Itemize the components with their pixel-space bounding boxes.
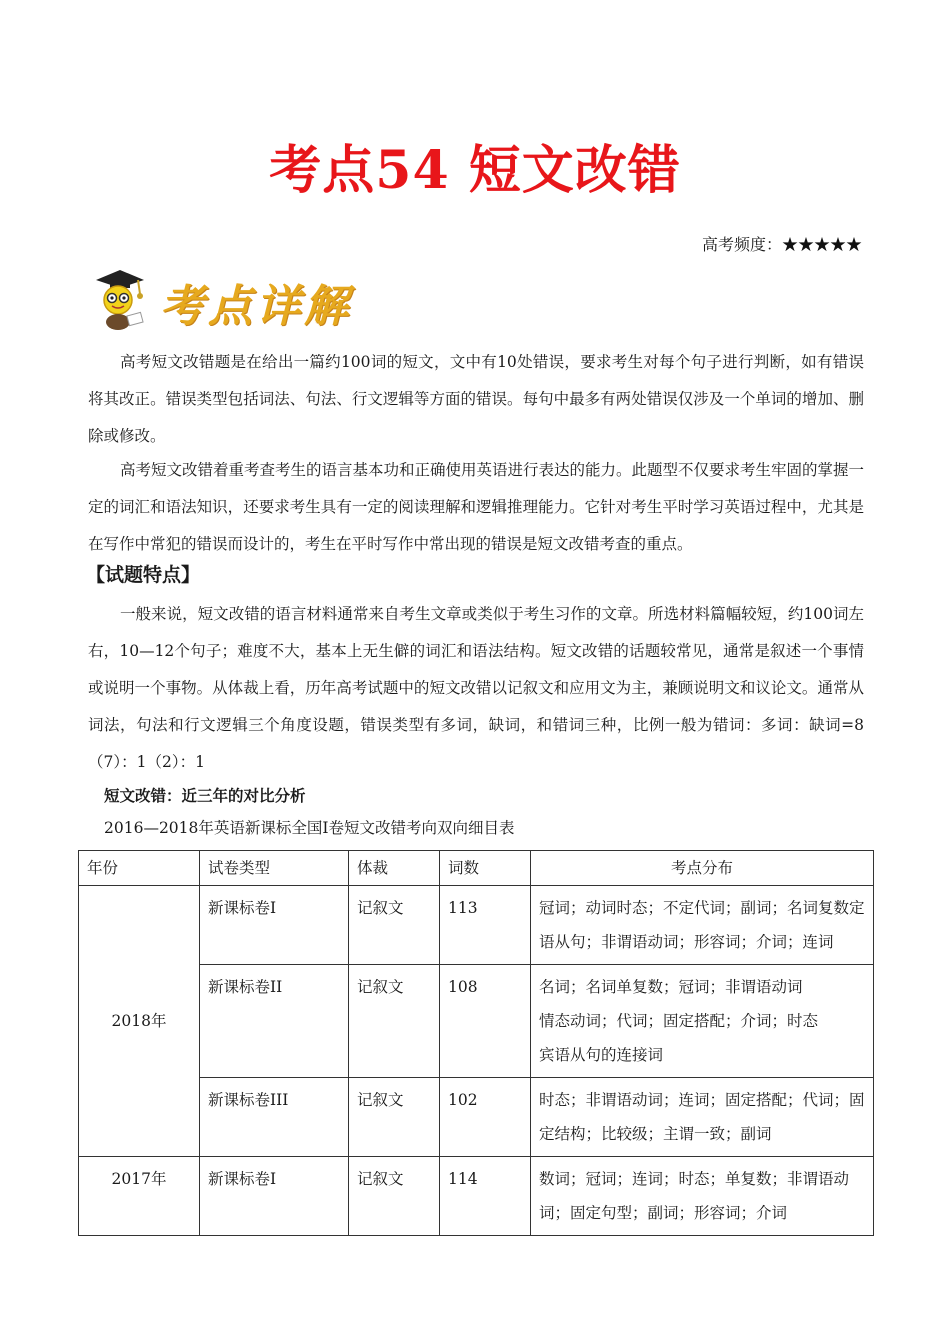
genre-cell: 记叙文 xyxy=(349,1157,440,1236)
page-title: 考点54 短文改错 xyxy=(269,140,681,201)
paper-cell: 新课标卷II xyxy=(200,965,349,1078)
section-heading: 【试题特点】 xyxy=(86,564,201,586)
year-cell: 2018年 xyxy=(79,886,200,1157)
table-caption: 2016—2018年英语新课标全国I卷短文改错考向双向细目表 xyxy=(104,819,515,837)
words-cell: 108 xyxy=(440,965,531,1078)
table-row xyxy=(79,1157,874,1236)
words-cell: 102 xyxy=(440,1078,531,1157)
intro-paragraph-2: 高考短文改错着重考查考生的语言基本功和正确使用英语进行表达的能力。此题型不仅要求考生牢固的掌握一定的词汇和语法知识，还要求考生具有一定的阅读理解和逻辑推理能力。它针对考生平时学习英语过程中，尤其是在写作中常犯的错误而设计的，考生在平时写作中常出现的错误是短文改错考查的重点。 xyxy=(88,461,865,553)
points-cell: 时态；非谓语动词；连词；固定搭配；代词；固定结构；比较级；主谓一致；副词 xyxy=(531,1078,874,1157)
comparison-table xyxy=(78,850,874,1236)
paper-cell: 新课标卷I xyxy=(200,1157,349,1236)
words-cell: 113 xyxy=(440,886,531,965)
points-line: 宾语从句的连接词 xyxy=(539,1046,664,1064)
frequency-rating xyxy=(702,232,862,255)
points-cell xyxy=(531,965,874,1078)
table-row xyxy=(79,886,874,965)
genre-cell: 记叙文 xyxy=(349,886,440,965)
header-paper: 试卷类型 xyxy=(200,851,349,886)
paper-cell: 新课标卷III xyxy=(200,1078,349,1157)
frequency-label: 高考频度： xyxy=(701,235,782,254)
points-cell: 数词；冠词；连词；时态；单复数；非谓语动词；固定句型；副词；形容词；介词 xyxy=(531,1157,874,1236)
graduate-mascot-icon xyxy=(88,266,152,332)
year-cell: 2017年 xyxy=(79,1157,200,1236)
banner-title: 考点详解 xyxy=(160,281,352,332)
header-genre: 体裁 xyxy=(349,851,440,886)
points-line: 情态动词；代词；固定搭配；介词；时态 xyxy=(539,1012,819,1030)
header-year: 年份 xyxy=(79,851,200,886)
header-words: 词数 xyxy=(440,851,531,886)
star-rating: ★★★★★ xyxy=(781,235,862,254)
paper-cell: 新课标卷I xyxy=(200,886,349,965)
intro-paragraph-1: 高考短文改错题是在给出一篇约100词的短文，文中有10处错误，要求考生对每个句子进行判断，如有错误将其改正。错误类型包括词法、句法、行文逻辑等方面的错误。每句中最多有两处错误仅涉及一个单词的增加、删除或修改。 xyxy=(88,353,864,445)
header-points: 考点分布 xyxy=(531,851,874,886)
points-line: 名词；名词单复数；冠词；非谓语动词 xyxy=(539,978,803,996)
features-paragraph: 一般来说，短文改错的语言材料通常来自考生文章或类似于考生习作的文章。所选材料篇幅较短，约100词左右，10—12个句子；难度不大，基本上无生僻的词汇和语法结构。短文改错的话题较常见，通常是叙述一个事情或说明一个事物。从体裁上看，历年高考试题中的短文改错以记叙文和应用文为主，兼顾说明文和议论文。通常从词法，句法和行文逻辑三个角度设题，错误类型有多词，缺词，和错词三种，比例一般为错词：多词：缺词=8（7）：1（2）：1 xyxy=(88,605,864,771)
points-cell: 冠词；动词时态；不定代词；副词；名词复数定语从句；非谓语动词；形容词；介词；连词 xyxy=(531,886,874,965)
words-cell: 114 xyxy=(440,1157,531,1236)
genre-cell: 记叙文 xyxy=(349,965,440,1078)
table-header-row xyxy=(79,851,874,886)
genre-cell: 记叙文 xyxy=(349,1078,440,1157)
analysis-subheading: 短文改错：近三年的对比分析 xyxy=(104,787,306,805)
section-banner xyxy=(88,264,408,334)
